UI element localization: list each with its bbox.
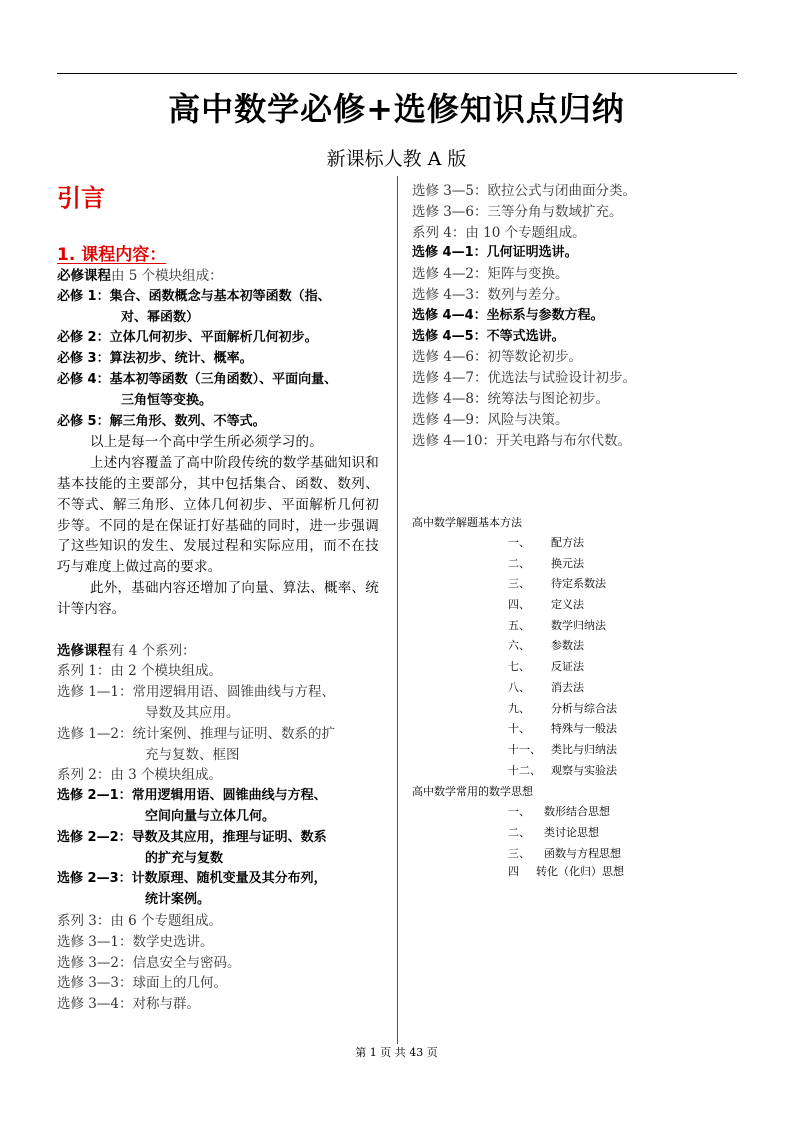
list-item-text: 参数法 (551, 639, 584, 653)
document-subtitle: 新课标人教 A 版 (326, 148, 467, 170)
list-item (412, 844, 621, 865)
list-item-text: 函数与方程思想 (544, 846, 621, 860)
list-item (412, 636, 584, 657)
elective-intro-label: 选修课程 (57, 642, 111, 659)
module-elective-2-3: 选修 2—3：计数原理、随机变量及其分布列， (57, 871, 327, 887)
list-item-number: 三、 (508, 577, 530, 591)
module-elective-1-2-cont: 充与复数、框图 (145, 746, 240, 763)
list-item (412, 761, 617, 782)
list-item-text: 反证法 (551, 660, 584, 674)
column-divider (397, 176, 398, 1044)
module-elective-4-4: 选修 4—4：坐标系与参数方程。 (412, 307, 604, 323)
list-item-text: 类比与归纳法 (551, 742, 617, 756)
paragraph-3 (57, 578, 379, 620)
methods-section (412, 512, 624, 880)
module-required-1-cont: 对、幂函数） (121, 309, 200, 325)
list-item-text: 特殊与一般法 (551, 722, 617, 736)
list-item (412, 864, 624, 880)
list-item-number: 四 (508, 865, 519, 879)
left-column (57, 266, 387, 1015)
module-elective-2-3-cont: 统计案例。 (145, 892, 211, 908)
module-required-4-cont: 三角恒等变换。 (121, 392, 213, 408)
module-elective-4-5: 选修 4—5：不等式选讲。 (412, 328, 565, 344)
module-elective-2-2-cont: 的扩充与复数 (145, 850, 224, 866)
list-item-number: 十二、 (508, 763, 541, 777)
list-item-number: 一、 (508, 536, 530, 549)
list-item-text: 定义法 (551, 598, 584, 612)
list-item-number: 九、 (508, 701, 530, 715)
list-item (412, 574, 606, 595)
methods-heading: 高中数学解题基本方法 (412, 516, 522, 529)
paragraph-2-text: 上述内容覆盖了高中阶段传统的数学基础知识和基本技能的主要部分，其中包括集合、函数、数列、不等式、解三角形、立体几何初步、平面解析几何初步等。不同的是在保证打好基础的同时，进一步强调了这些知识的发生、发展过程和实际应用，而不在技巧与难度上做过高的要求。 (57, 455, 379, 576)
right-column (412, 181, 752, 451)
list-item (412, 533, 584, 554)
list-item (412, 616, 606, 637)
module-elective-2-1: 选修 2—1：常用逻辑用语、圆锥曲线与方程、 (57, 788, 327, 804)
module-elective-3-2: 选修 3—2：信息安全与密码。 (57, 954, 241, 971)
module-required-3: 必修 3：算法初步、统计、概率。 (57, 351, 253, 367)
module-elective-1-1-cont: 导数及其应用。 (145, 704, 240, 721)
list-item-text: 数学归纳法 (551, 618, 606, 632)
elective-intro-text: 有 4 个系列： (111, 642, 196, 659)
list-item-text: 配方法 (551, 536, 584, 549)
document-title: 高中数学必修+选修知识点归纳 (168, 90, 625, 128)
module-elective-4-8: 选修 4—8：统筹法与图论初步。 (412, 390, 609, 407)
list-item-text: 换元法 (551, 556, 584, 570)
list-item-text: 转化（化归）思想 (536, 865, 624, 879)
paragraph-1 (57, 432, 379, 453)
series-4: 系列 4：由 10 个专题组成。 (412, 224, 586, 241)
module-elective-3-5: 选修 3—5：欧拉公式与闭曲面分类。 (412, 183, 636, 199)
list-item (412, 823, 599, 844)
list-item-number: 一、 (508, 805, 530, 819)
list-item (412, 595, 584, 616)
paragraph-2 (57, 453, 379, 578)
list-item-number: 三、 (508, 846, 530, 860)
list-item (412, 740, 617, 761)
list-item-number: 二、 (508, 825, 530, 839)
elective-intro (57, 641, 387, 662)
list-item-number: 十、 (508, 722, 530, 736)
series-2: 系列 2：由 3 个模块组成。 (57, 767, 223, 784)
list-item (412, 678, 584, 699)
list-item-text: 消去法 (551, 680, 584, 694)
section-heading-text: 1. 课程内容： (57, 245, 167, 265)
module-elective-4-3: 选修 4—3：数列与差分。 (412, 286, 569, 303)
list-item-number: 四、 (508, 598, 530, 612)
paragraph-1-text: 以上是每一个高中学生所必须学习的。 (90, 434, 323, 451)
list-item-number: 十一、 (508, 742, 541, 756)
list-item (412, 719, 617, 740)
module-required-4: 必修 4：基本初等函数（三角函数）、平面向量、 (57, 371, 338, 387)
module-elective-4-1: 选修 4—1：几何证明选讲。 (412, 245, 578, 261)
module-elective-4-10: 选修 4—10：开关电路与布尔代数。 (412, 432, 632, 449)
module-elective-4-2: 选修 4—2：矩阵与变换。 (412, 266, 569, 283)
list-item (412, 699, 617, 720)
header-rule (57, 73, 737, 74)
required-intro (57, 266, 387, 287)
module-elective-2-1-cont: 空间向量与立体几何。 (145, 808, 276, 824)
module-required-5: 必修 5：解三角形、数列、不等式。 (57, 413, 266, 429)
module-elective-4-6: 选修 4—6：初等数论初步。 (412, 349, 582, 366)
list-item-text: 观察与实验法 (551, 763, 617, 777)
module-elective-3-6: 选修 3—6：三等分角与数域扩充。 (412, 203, 623, 220)
module-elective-3-4: 选修 3—4：对称与群。 (57, 996, 200, 1013)
module-elective-1-2: 选修 1—2：统计案例、推理与证明、数系的扩 (57, 725, 335, 742)
list-item-number: 五、 (508, 618, 530, 632)
page-footer: 第 1 页 共 43 页 (355, 1046, 438, 1059)
list-item (412, 802, 610, 823)
list-item-number: 七、 (508, 660, 530, 674)
required-intro-label: 必修课程 (57, 268, 111, 284)
module-required-1: 必修 1：集合、函数概念与基本初等函数（指、 (57, 288, 331, 304)
list-item-number: 八、 (508, 680, 530, 694)
series-3: 系列 3：由 6 个专题组成。 (57, 912, 223, 929)
list-item-text: 待定系数法 (551, 577, 606, 591)
module-elective-4-9: 选修 4—9：风险与决策。 (412, 411, 569, 428)
module-elective-2-2: 选修 2—2：导数及其应用，推理与证明、数系 (57, 829, 327, 845)
list-item-text: 分析与综合法 (551, 701, 617, 715)
required-intro-text: 由 5 个模块组成： (111, 268, 223, 284)
list-item-number: 二、 (508, 556, 530, 570)
list-item-text: 数形结合思想 (544, 805, 610, 819)
ideas-heading: 高中数学常用的数学思想 (412, 785, 533, 799)
module-elective-3-3: 选修 3—3：球面上的几何。 (57, 975, 227, 992)
section-heading-course-content (57, 240, 180, 265)
series-1: 系列 1：由 2 个模块组成。 (57, 663, 223, 680)
paragraph-3-text: 此外，基础内容还增加了向量、算法、概率、统计等内容。 (57, 579, 379, 617)
module-elective-4-7: 选修 4—7：优选法与试验设计初步。 (412, 370, 636, 387)
list-item-number: 六、 (508, 639, 530, 653)
module-required-2: 必修 2：立体几何初步、平面解析几何初步。 (57, 330, 318, 346)
module-elective-1-1: 选修 1—1：常用逻辑用语、圆锥曲线与方程、 (57, 684, 335, 701)
module-elective-3-1: 选修 3—1：数学史选讲。 (57, 933, 214, 950)
list-item (412, 657, 584, 678)
list-item-text: 类讨论思想 (544, 825, 599, 839)
intro-heading: 引言 (57, 184, 105, 212)
list-item (412, 554, 584, 575)
